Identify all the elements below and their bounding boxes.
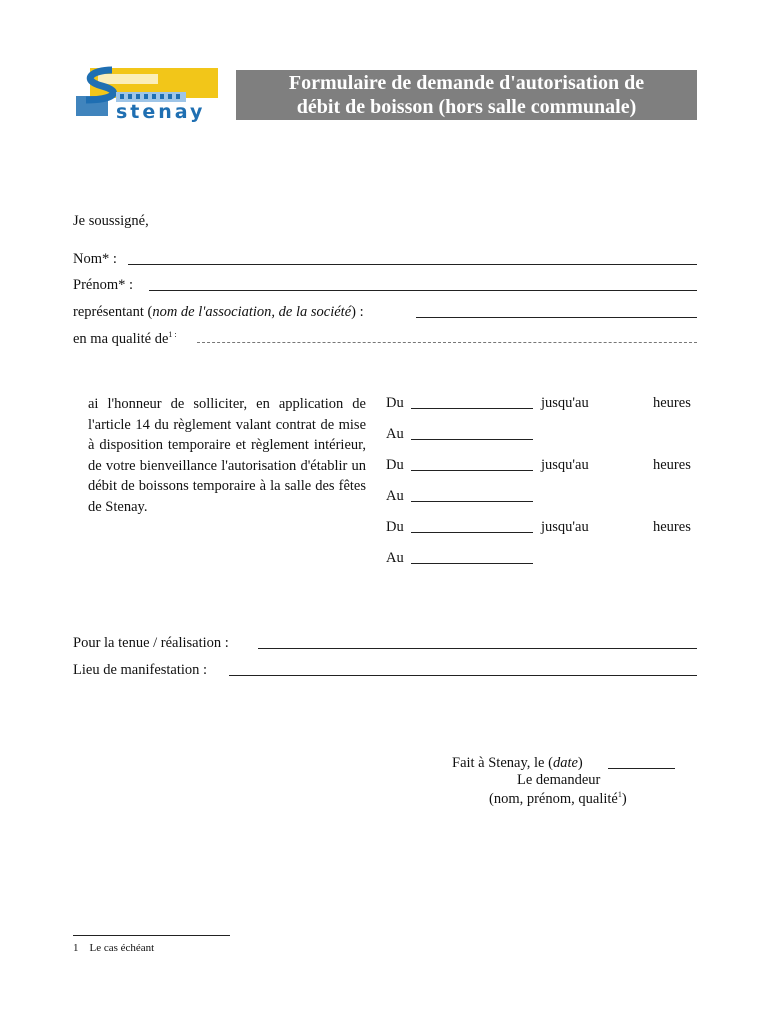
du-field-3[interactable] — [411, 532, 533, 533]
title-line-1: Formulaire de demande d'autorisation de — [288, 72, 645, 94]
demandeur-label: Le demandeur — [517, 772, 601, 788]
heures-label-1: heures — [653, 395, 691, 411]
du-field-1[interactable] — [411, 408, 533, 409]
representant-prefix: représentant ( — [73, 304, 153, 320]
intro-text: Je soussigné, — [73, 213, 149, 229]
tenue-label: Pour la tenue / réalisation : — [73, 635, 229, 651]
stenay-logo — [72, 66, 224, 122]
demandeur-details — [489, 790, 627, 808]
au-label-3: Au — [386, 550, 404, 566]
du-label-2: Du — [386, 457, 404, 473]
footnote-separator — [73, 935, 230, 936]
fait-italic: date — [552, 755, 578, 771]
details-footnote-ref: 1 — [617, 790, 622, 800]
representant-label — [73, 303, 364, 321]
footnote-number: 1 — [73, 942, 79, 954]
jusquau-label-3: jusqu'au — [541, 519, 589, 535]
fait-suffix: ) — [577, 755, 583, 771]
au-label-2: Au — [386, 488, 404, 504]
nom-label: Nom* : — [73, 251, 117, 267]
prenom-label: Prénom* : — [73, 277, 134, 293]
footnote-text: Le cas échéant — [89, 942, 155, 954]
heures-label-3: heures — [653, 519, 691, 535]
representant-italic: nom de l'association, de la société — [152, 304, 352, 320]
qualite-text: en ma qualité de — [73, 331, 169, 347]
footnote — [73, 942, 154, 954]
fait-a-text — [452, 754, 583, 772]
representant-field[interactable] — [416, 317, 697, 318]
jusquau-label-1: jusqu'au — [541, 395, 589, 411]
svg-text:stenay: stenay — [116, 101, 206, 122]
fait-prefix: Fait à Stenay, le ( — [452, 755, 553, 771]
tenue-field[interactable] — [258, 648, 697, 649]
au-label-1: Au — [386, 426, 404, 442]
jusquau-label-2: jusqu'au — [541, 457, 589, 473]
heures-label-2: heures — [653, 457, 691, 473]
details-prefix: (nom, prénom, qualité — [489, 791, 618, 807]
lieu-field[interactable] — [229, 675, 697, 676]
footnote-ref: 1 : — [168, 330, 177, 340]
title-line-2: débit de boisson (hors salle communale) — [296, 96, 637, 118]
prenom-field[interactable] — [149, 290, 697, 291]
du-label-3: Du — [386, 519, 404, 535]
au-field-1[interactable] — [411, 439, 533, 440]
lieu-label: Lieu de manifestation : — [73, 662, 208, 678]
representant-suffix: ) : — [351, 304, 364, 320]
nom-field[interactable] — [128, 264, 697, 265]
du-label-1: Du — [386, 395, 404, 411]
request-paragraph: ai l'honneur de solliciter, en application de l'article 14 du règlement valant contrat de mise à disposition temporaire et règlement intérieur, de votre bienveillance l'autorisation d'établir un débit de boissons temporaire à la salle des fêtes de Stenay. — [88, 396, 366, 515]
qualite-field[interactable] — [197, 342, 697, 343]
form-title — [236, 70, 697, 120]
qualite-label — [73, 330, 177, 348]
au-field-3[interactable] — [411, 563, 533, 564]
details-suffix: ) — [621, 791, 627, 807]
du-field-2[interactable] — [411, 470, 533, 471]
au-field-2[interactable] — [411, 501, 533, 502]
date-field[interactable] — [608, 768, 675, 769]
